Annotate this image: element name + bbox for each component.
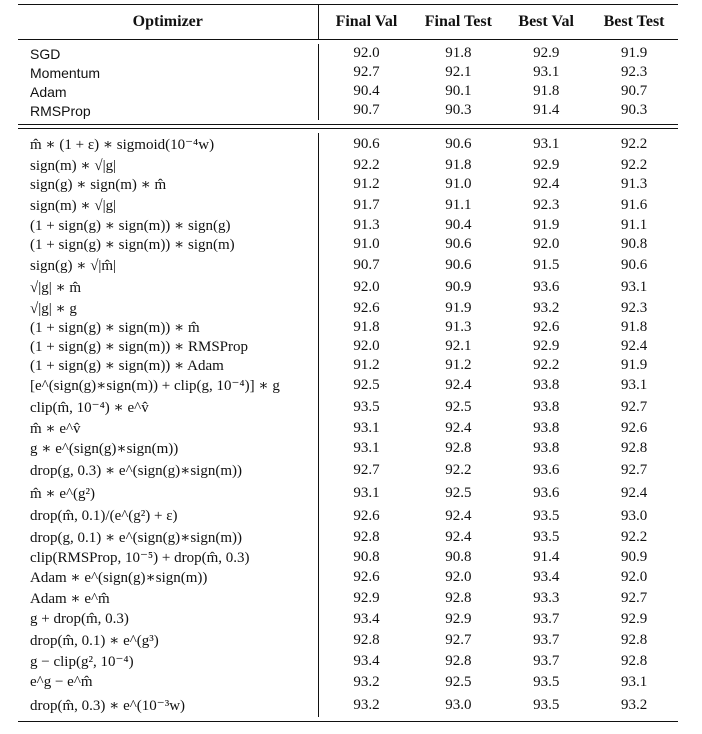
optimizer-name: SGD bbox=[30, 45, 61, 62]
optimizer-name: clip(m̂, 10⁻⁴) ∗ e^v̂ bbox=[30, 399, 149, 416]
score-cell: 92.7 bbox=[620, 590, 648, 606]
score-cell: 91.7 bbox=[318, 194, 415, 216]
table-row bbox=[18, 629, 678, 651]
optimizer-name: m̂ ∗ e^(g²) bbox=[30, 485, 96, 502]
optimizer-name: g + drop(m̂, 0.3) bbox=[30, 610, 129, 627]
score-cell: 90.3 bbox=[620, 102, 648, 118]
table-row bbox=[18, 194, 678, 216]
score-cell: 90.9 bbox=[620, 548, 648, 565]
score-cell: 93.8 bbox=[533, 419, 560, 436]
score-cell: 93.1 bbox=[620, 377, 648, 393]
table-row bbox=[18, 481, 678, 505]
score-cell: 91.3 bbox=[318, 216, 415, 235]
table-row bbox=[18, 396, 678, 418]
score-cell: 93.0 bbox=[445, 696, 472, 713]
score-cell: 92.0 bbox=[318, 276, 415, 298]
score-cell: 93.7 bbox=[533, 631, 560, 648]
score-cell: 90.7 bbox=[318, 101, 415, 120]
optimizer-name: drop(m̂, 0.3) ∗ e^(10⁻³w) bbox=[30, 697, 186, 714]
score-cell: 91.0 bbox=[318, 235, 415, 254]
score-cell: 93.5 bbox=[533, 507, 560, 524]
optimizer-name: (1 + sign(g) ∗ sign(m)) ∗ m̂ bbox=[30, 320, 200, 336]
table-row bbox=[18, 505, 678, 527]
table-row bbox=[18, 547, 678, 567]
score-cell: 93.8 bbox=[533, 377, 560, 393]
optimizer-name: (1 + sign(g) ∗ sign(m)) ∗ RMSProp bbox=[30, 339, 249, 355]
optimizer-name: √|g| ∗ m̂ bbox=[30, 279, 82, 296]
score-cell: 93.1 bbox=[318, 481, 415, 505]
table-header bbox=[18, 5, 678, 39]
score-cell: 91.2 bbox=[318, 356, 415, 375]
score-cell: 92.0 bbox=[318, 44, 415, 63]
score-cell: 92.4 bbox=[445, 419, 472, 436]
results-table bbox=[18, 4, 678, 722]
optimizer-name: clip(RMSProp, 10⁻⁵) + drop(m̂, 0.3) bbox=[30, 549, 250, 566]
score-cell: 91.8 bbox=[533, 83, 560, 99]
score-cell: 92.3 bbox=[533, 196, 560, 213]
table-row bbox=[18, 693, 678, 717]
score-cell: 92.7 bbox=[318, 63, 415, 82]
score-cell: 93.6 bbox=[533, 278, 560, 295]
score-cell: 92.3 bbox=[620, 64, 648, 80]
score-cell: 92.4 bbox=[445, 377, 472, 393]
optimizer-name: Adam bbox=[30, 83, 67, 100]
score-cell: 93.1 bbox=[620, 278, 648, 295]
optimizer-name: g ∗ e^(sign(g)∗sign(m)) bbox=[30, 441, 179, 457]
score-cell: 92.4 bbox=[620, 484, 648, 501]
score-cell: 91.2 bbox=[445, 357, 472, 373]
score-cell: 91.1 bbox=[445, 196, 472, 213]
score-cell: 91.8 bbox=[620, 319, 648, 335]
score-cell: 92.5 bbox=[445, 484, 472, 501]
score-cell: 91.9 bbox=[620, 45, 648, 61]
score-cell: 92.4 bbox=[533, 176, 560, 192]
score-cell: 93.3 bbox=[533, 590, 560, 606]
score-cell: 92.5 bbox=[445, 674, 472, 690]
score-cell: 92.8 bbox=[318, 629, 415, 651]
table-row bbox=[18, 672, 678, 693]
table-row bbox=[18, 651, 678, 672]
score-cell: 90.3 bbox=[445, 102, 472, 118]
score-cell: 92.7 bbox=[445, 631, 472, 648]
score-cell: 92.8 bbox=[445, 653, 472, 669]
score-cell: 90.7 bbox=[620, 83, 648, 99]
table-row bbox=[18, 318, 678, 337]
score-cell: 91.3 bbox=[445, 319, 472, 335]
score-cell: 90.6 bbox=[445, 256, 472, 273]
score-cell: 92.8 bbox=[318, 527, 415, 547]
score-cell: 93.4 bbox=[318, 651, 415, 672]
score-cell: 92.2 bbox=[620, 135, 648, 152]
table-row bbox=[18, 459, 678, 481]
score-cell: 93.4 bbox=[533, 569, 560, 585]
bottom-rule bbox=[18, 721, 678, 722]
score-cell: 90.6 bbox=[620, 256, 648, 273]
score-cell: 91.9 bbox=[620, 357, 648, 373]
discovered-group bbox=[18, 129, 678, 721]
score-cell: 93.5 bbox=[318, 396, 415, 418]
score-cell: 93.2 bbox=[318, 672, 415, 693]
score-cell: 93.7 bbox=[533, 653, 560, 669]
score-cell: 92.0 bbox=[533, 236, 560, 252]
score-cell: 93.5 bbox=[533, 696, 560, 713]
score-cell: 92.7 bbox=[620, 398, 648, 415]
score-cell: 91.4 bbox=[533, 548, 560, 565]
header-final-val: Final Val bbox=[318, 5, 415, 39]
score-cell: 93.8 bbox=[533, 440, 560, 456]
score-cell: 91.9 bbox=[533, 217, 560, 233]
optimizer-name: √|g| ∗ g bbox=[30, 300, 77, 317]
score-cell: 92.2 bbox=[620, 156, 648, 173]
optimizer-name: (1 + sign(g) ∗ sign(m)) ∗ Adam bbox=[30, 358, 224, 374]
score-cell: 93.2 bbox=[318, 693, 415, 717]
score-cell: 91.9 bbox=[445, 299, 472, 316]
table-row bbox=[18, 155, 678, 175]
score-cell: 92.7 bbox=[318, 459, 415, 481]
score-cell: 93.4 bbox=[318, 609, 415, 629]
score-cell: 90.6 bbox=[318, 133, 415, 155]
score-cell: 91.0 bbox=[445, 176, 472, 192]
score-cell: 90.6 bbox=[445, 135, 472, 152]
score-cell: 91.1 bbox=[620, 217, 648, 233]
table-row bbox=[18, 298, 678, 318]
optimizer-name: RMSProp bbox=[30, 102, 91, 119]
optimizer-name: sign(m) ∗ √|g| bbox=[30, 157, 117, 174]
score-cell: 90.7 bbox=[318, 254, 415, 276]
score-cell: 90.4 bbox=[318, 82, 415, 101]
table-row bbox=[18, 44, 678, 63]
score-cell: 90.8 bbox=[318, 547, 415, 567]
score-cell: 92.8 bbox=[445, 590, 472, 606]
table-row bbox=[18, 356, 678, 375]
score-cell: 92.2 bbox=[620, 528, 648, 545]
score-cell: 92.3 bbox=[620, 299, 648, 316]
table-row bbox=[18, 418, 678, 438]
score-cell: 92.0 bbox=[620, 569, 648, 585]
table-row bbox=[18, 254, 678, 276]
score-cell: 92.9 bbox=[533, 156, 560, 173]
score-cell: 93.2 bbox=[620, 696, 648, 713]
score-cell: 91.8 bbox=[318, 318, 415, 337]
table-row bbox=[18, 216, 678, 235]
optimizer-name: Adam ∗ e^(sign(g)∗sign(m)) bbox=[30, 570, 208, 586]
score-cell: 92.2 bbox=[318, 155, 415, 175]
optimizer-name: g − clip(g², 10⁻⁴) bbox=[30, 654, 134, 670]
table-row bbox=[18, 337, 678, 356]
header-best-test: Best Test bbox=[603, 13, 665, 30]
score-cell: 92.8 bbox=[445, 440, 472, 456]
table-row bbox=[18, 438, 678, 459]
table-row bbox=[18, 63, 678, 82]
score-cell: 90.9 bbox=[445, 278, 472, 295]
optimizer-name: Adam ∗ e^m̂ bbox=[30, 591, 110, 607]
optimizer-name: drop(g, 0.1) ∗ e^(sign(g)∗sign(m)) bbox=[30, 529, 242, 546]
score-cell: 93.5 bbox=[533, 528, 560, 545]
header-best-val: Best Val bbox=[518, 13, 574, 30]
score-cell: 92.2 bbox=[445, 461, 472, 478]
score-cell: 93.6 bbox=[533, 461, 560, 478]
table-row bbox=[18, 375, 678, 396]
table-row bbox=[18, 588, 678, 609]
optimizer-name: sign(g) ∗ sign(m) ∗ m̂ bbox=[30, 177, 167, 193]
score-cell: 90.8 bbox=[445, 548, 472, 565]
score-cell: 91.2 bbox=[318, 175, 415, 194]
score-cell: 91.3 bbox=[620, 176, 648, 192]
score-cell: 92.6 bbox=[318, 298, 415, 318]
score-cell: 93.0 bbox=[620, 507, 648, 524]
table-row bbox=[18, 235, 678, 254]
table-row bbox=[18, 527, 678, 547]
optimizer-name: sign(g) ∗ √|m̂| bbox=[30, 257, 117, 274]
table-row bbox=[18, 276, 678, 298]
score-cell: 92.1 bbox=[445, 338, 472, 354]
optimizer-name: m̂ ∗ e^v̂ bbox=[30, 420, 81, 437]
score-cell: 92.9 bbox=[445, 610, 472, 627]
score-cell: 91.6 bbox=[620, 196, 648, 213]
score-cell: 92.6 bbox=[533, 319, 560, 335]
baseline-group bbox=[18, 40, 678, 124]
optimizer-name: drop(g, 0.3) ∗ e^(sign(g)∗sign(m)) bbox=[30, 462, 242, 479]
optimizer-name: sign(m) ∗ √|g| bbox=[30, 197, 117, 214]
table-row bbox=[18, 101, 678, 120]
score-cell: 93.7 bbox=[533, 610, 560, 627]
optimizer-name: [e^(sign(g)∗sign(m)) + clip(g, 10⁻⁴)] ∗ g bbox=[30, 378, 280, 394]
score-cell: 93.2 bbox=[533, 299, 560, 316]
header-optimizer: Optimizer bbox=[132, 13, 203, 30]
score-cell: 90.8 bbox=[620, 236, 648, 252]
optimizer-name: e^g − e^m̂ bbox=[30, 674, 93, 690]
score-cell: 93.1 bbox=[533, 135, 560, 152]
optimizer-name: drop(m̂, 0.1)/(e^(g²) + ε) bbox=[30, 507, 178, 524]
score-cell: 93.1 bbox=[620, 674, 648, 690]
score-cell: 93.1 bbox=[318, 418, 415, 438]
score-cell: 92.5 bbox=[445, 398, 472, 415]
table-row bbox=[18, 82, 678, 101]
score-cell: 92.9 bbox=[533, 45, 560, 61]
score-cell: 90.6 bbox=[445, 236, 472, 252]
score-cell: 93.6 bbox=[533, 484, 560, 501]
table-row bbox=[18, 175, 678, 194]
optimizer-name: Momentum bbox=[30, 64, 101, 81]
score-cell: 93.5 bbox=[533, 674, 560, 690]
score-cell: 90.1 bbox=[445, 83, 472, 99]
score-cell: 92.1 bbox=[445, 64, 472, 80]
score-cell: 92.2 bbox=[533, 357, 560, 373]
score-cell: 92.8 bbox=[620, 631, 648, 648]
table-row bbox=[18, 567, 678, 588]
score-cell: 92.0 bbox=[445, 569, 472, 585]
optimizer-name: (1 + sign(g) ∗ sign(m)) ∗ sign(g) bbox=[30, 218, 231, 234]
score-cell: 92.6 bbox=[620, 419, 648, 436]
score-cell: 91.5 bbox=[533, 256, 560, 273]
score-cell: 92.9 bbox=[318, 588, 415, 609]
score-cell: 92.5 bbox=[318, 375, 415, 396]
score-cell: 93.8 bbox=[533, 398, 560, 415]
score-cell: 91.8 bbox=[445, 156, 472, 173]
header-final-test: Final Test bbox=[424, 13, 492, 30]
score-cell: 90.4 bbox=[445, 217, 472, 233]
score-cell: 92.4 bbox=[445, 528, 472, 545]
score-cell: 92.6 bbox=[318, 505, 415, 527]
score-cell: 92.9 bbox=[533, 338, 560, 354]
optimizer-name: m̂ ∗ (1 + ε) ∗ sigmoid(10⁻⁴w) bbox=[30, 136, 215, 153]
score-cell: 92.6 bbox=[318, 567, 415, 588]
optimizer-name: drop(m̂, 0.1) ∗ e^(g³) bbox=[30, 632, 159, 649]
score-cell: 92.0 bbox=[318, 337, 415, 356]
score-cell: 92.8 bbox=[620, 440, 648, 456]
score-cell: 91.8 bbox=[445, 45, 472, 61]
table-row bbox=[18, 609, 678, 629]
score-cell: 93.1 bbox=[533, 64, 560, 80]
score-cell: 92.4 bbox=[445, 507, 472, 524]
score-cell: 92.8 bbox=[620, 653, 648, 669]
score-cell: 92.7 bbox=[620, 461, 648, 478]
table-row bbox=[18, 133, 678, 155]
score-cell: 93.1 bbox=[318, 438, 415, 459]
optimizer-name: (1 + sign(g) ∗ sign(m)) ∗ sign(m) bbox=[30, 237, 235, 253]
score-cell: 92.9 bbox=[620, 610, 648, 627]
score-cell: 92.4 bbox=[620, 338, 648, 354]
score-cell: 91.4 bbox=[533, 102, 560, 118]
